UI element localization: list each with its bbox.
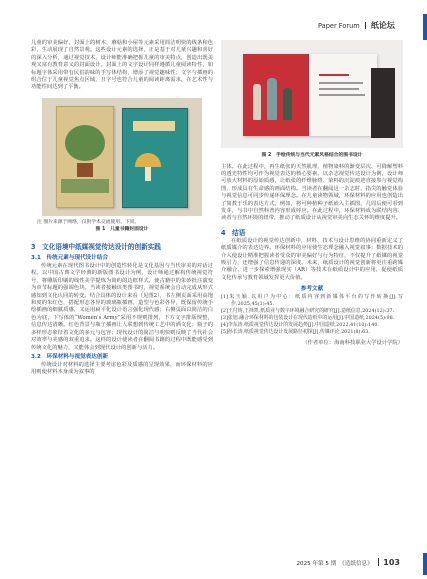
footer <box>250 558 400 567</box>
author-affiliation: （作者单位：海南科技职业大学设计学院） <box>302 340 403 347</box>
open-book-right-page <box>309 54 377 136</box>
body-paragraph: 传统元素在现代图书设计中的创造性转化是文化基因与当代审美的对话过程。以中国古典文学经典的新版图书设计为例，设计师通过解构传统视觉符号，将雕版印刷的线性美学提炼为简约的边框样式，使古籍中的朱砂批注演变为章节标题的强调色块。当读者接触该类图书时，视觉系统会自动完成从形式感知到文化认同的转变。结合具体的设计来看（见图2），书左侧页面采用高饱和度的朱红色，搭配形态各异的玻璃瓶插画，造型与色彩各异，既保留传统手绘插画的细腻质感，又运用扁平化设计语言强化现代感；右侧页面以简洁的白色为底，下写体的“Women's Army”采用不规则排列，下方文字排版规整，信息传达清晰。红色背景与瓶子插画让人联想到传统工艺中的酒文化；瓶子的多样形态象征着文化的多元与包容；现代设计的简洁与明快则反映了当代社会对效率与美感的双重追求。这样的设计使读者在翻阅书籍的过程中既能感受到传统文化的魅力，又能体会到现代设计的创新与活力。 <box>31 263 213 351</box>
header-divider <box>365 22 366 29</box>
closed-book <box>371 68 395 138</box>
left-column <box>31 40 213 377</box>
references-title: 参考文献 <box>300 286 324 293</box>
cover-house-illustration <box>77 163 93 177</box>
book-cover-left <box>56 106 114 208</box>
section-3-1-title: 3.1 传统元素与现代设计结合 <box>31 255 109 262</box>
open-book-left-page <box>243 54 309 136</box>
bottle-illustration <box>267 78 277 120</box>
footer-issue: 2025 年第 5 期 《造纸信息》 <box>296 561 373 567</box>
footer-divider <box>378 558 379 566</box>
reference-item: [4]李东涛.纸质视觉传达设计的发展趋势[J].中国造纸,2022,41(10):140. <box>221 322 379 329</box>
figure-2 <box>221 40 403 148</box>
right-column <box>221 40 403 348</box>
cover-tree-illustration <box>65 125 105 161</box>
bottle-illustration <box>283 88 292 120</box>
bottle-illustration <box>253 84 261 120</box>
header-accent-bar <box>423 14 427 40</box>
page-text-line <box>319 94 365 96</box>
reference-item: [5]孙长涛.纸质视觉传达设计发展路径初探[J].传媒评论,2021(8):63. <box>221 329 370 336</box>
reference-item: [3]张旭.融合环保材料的包装设计在现代造纸中的运用[J].中国造纸,2024(5):98. <box>221 315 395 322</box>
figure-1-note: 注 图片来源于网络，仅供学术交流使用。下同。 <box>37 219 140 225</box>
running-header <box>318 20 418 31</box>
header-en: Paper Forum <box>318 22 360 30</box>
section-3-title: 3 文化语境中纸媒视觉传达设计的创新实践 <box>31 243 161 252</box>
body-paragraph: 主体。在此过程中，再生纸张的天然肌理、植物染料的渐变层次、可降解塑料的透光特性均可作为视觉表达的核心要素。以杂志视觉传达设计为例，设计师可放大材料的原始质感，让纸张的纤维脉络、染料的沉淀痕迹直接参与视觉构图，形成具有生命感的画面结构。当读者在翻阅这一杂志时，指尖的触觉体验与视觉信息可同步传递环保理念。在儿童读物领域，环保材料的应用也创造出了寓教于乐的表达方式。例如，将可种植种子纸嵌入主插图，几周后便可看到发芽，与书中自然科普内容形成呼应。在此过程中，环保材料成为联结内容、读者与自然环境的纽带，推动了纸质设计从视觉审美向生态关怀的维度提升。 <box>221 163 403 222</box>
body-paragraph: 传统设计对材料的选择主要考虑色彩及质感的呈现效果，而环保材料的应用则使材料本身成为叙事的 <box>31 361 213 376</box>
page-text-line <box>319 82 363 84</box>
figure-1-caption: 图 1 儿童书籍封面设计 <box>95 227 149 233</box>
section-3-2-title: 3.2 环保材料与视觉表达创新 <box>31 353 109 360</box>
header-zh: 纸论坛 <box>370 21 395 30</box>
figure-1 <box>42 98 202 216</box>
cover-mushroom-illustration <box>135 153 161 167</box>
body-paragraph: 儿童的审美偏好。封面上的树木、蘑菇和小屋等元素采用简洁明快的线条和色彩，生动展现了自然景观。这些设计元素的选择，正是基于对儿童兴趣和喜好的深入分析，通过视觉技术，设计师能准确把握儿童的审美特点，创造出既美观又富有教育意义的封面设计。封面上的文字设计同样遵循儿童阅读特性，如标题字体采用带有民俗韵味的手写体结构，增添了视觉趣味性；文字与插画的组合位于儿童视觉焦点区域，且字号也符合儿童的阅读距离需求，在艺术性与功能性间达到了平衡。 <box>31 40 213 91</box>
cover-ground <box>61 179 109 193</box>
references-list <box>221 294 403 336</box>
page-text-line <box>319 88 359 90</box>
section-4-title: 4 结语 <box>221 228 246 237</box>
reference-item: [2]王付铸,王择凯.纸质业与数字环境融合研究的研究[J].造纸信息,2024(12):37. <box>221 308 395 315</box>
page-number: 103 <box>383 558 400 567</box>
body-paragraph: 在纸质设计的视觉传达创新中，材料、技术与设计思维的协同重新定义了纸质媒介的表达边界。环保材料的应用使生态理念融入视觉叙事；数据技术的介入使设计精准把握读者受众的审美偏好与行为特征，不仅提升了纸媒的视觉吸引力，还增强了信息传递的深度。未来，纸质设计的视觉创新将更注重跨媒介融合，进一步探索增强现实（AR）等技术在纸质设计中的应用，促使纸质文化传承与教育领域发挥更大价值。 <box>221 237 403 281</box>
cover-title-block <box>133 121 175 131</box>
figure-2-caption: 图 2 手绘传统与当代元素风格结合的图书设计 <box>261 153 363 158</box>
page-text-line <box>319 74 349 76</box>
footer-accent-bar <box>423 553 427 575</box>
book-cover-right <box>122 108 188 208</box>
cover-mushroom-stem <box>145 167 151 181</box>
reference-item: [1]朱玉颖.以用户为中心：纸质内容到新媒体平台的写作转换[J].写作,2025,45(1):45. <box>221 294 403 308</box>
